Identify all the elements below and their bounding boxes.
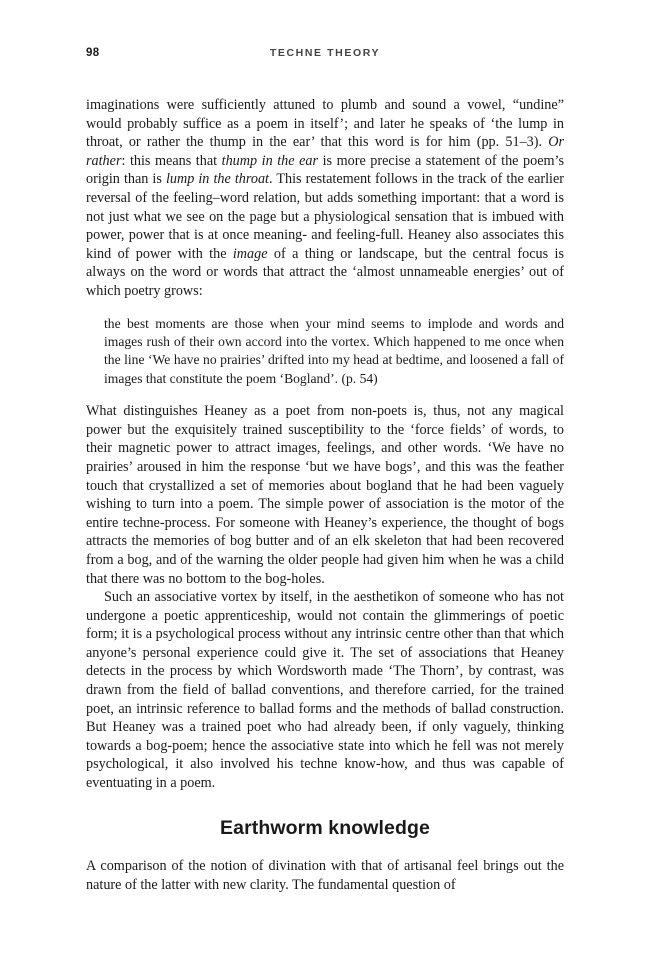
page-number: 98 [86, 47, 100, 59]
running-head: TECHNE THEORY [269, 47, 381, 59]
italic-text: thump in the ear [221, 152, 319, 169]
text-run: : this means that [121, 152, 222, 169]
text-run: imaginations were sufficiently attuned to plumb and sound a vowel, “undine” would probably suffice as a poem in itself’; and later he speaks of ‘the lump in throat, or rather the thump in the ear’ that this word is for him (pp. 51–3). [86, 97, 564, 151]
italic-text: lump in the throat [165, 171, 269, 188]
italic-text: Or rather [86, 134, 564, 169]
paragraph: Such an associative vortex by itself, in the aesthetikon of someone who has not undergone a poetic apprenticeship, would not contain the glimmerings of poetic form; it is a psychological process without any intrinsic centre other than that which anyone’s personal experience could give it. The set of associations that Heaney detects in the process by which Wordsworth made ‘The Thorn’, by contrast, was drawn from the field of ballad conventions, and therefore carried, for the trained poet, an intrinsic reference to ballad forms and the methods of ballad construction. But Heaney was a trained poet who had already been, if only vaguely, thinking towards a bog-poem; hence the associative state into which he fell was not merely psychological, it also involved his techne know-how, and thus was capable of eventuating in a poem. [86, 589, 564, 792]
text-run: of a thing or landscape, but the central focus is always on the word or words that attract the ‘almost unnameable energies’ out of which poetry grows: [86, 245, 564, 299]
body-text [86, 96, 564, 894]
text-run: is more precise a statement of the poem’s origin than is [86, 152, 564, 188]
paragraph: A comparison of the notion of divination with that of artisanal feel brings out the nature of the latter with new clarity. The fundamental question of [86, 858, 564, 893]
text-run: . This restatement follows in the track of the earlier reversal of the feeling–word relation, but adds something important: that a word is not just what we see on the page but a physiological sensation that is imbued with power, power that is at once meaning- and feeling-full. Heaney also associates this kind of power with the [86, 171, 565, 262]
section-heading: Earthworm knowledge [220, 816, 430, 839]
paragraph: What distinguishes Heaney as a poet from non-poets is, thus, not any magical power but the exquisitely trained susceptibility to the ‘force fields’ of words, to their magnetic power to attract images, feelings, and other words. ‘We have no prairies’ aroused in him the response ‘but we have bogs’, and this was the feather touch that crystallized a set of memories about bogland that he had been vaguely wishing to turn into a poem. The simple power of association is the motor of the entire techne-process. For someone with Heaney’s experience, the thought of bogs attracts the memories of bog butter and of an elk skeleton that had been recovered from a bog, and of the warning the older people had given him when he was a child that there was no bottom to the bog-holes. [86, 403, 564, 587]
italic-text: image [232, 245, 268, 262]
paragraph [86, 96, 564, 301]
page-header [86, 47, 564, 67]
block-quotation: the best moments are those when your mind seems to implode and words and images rush of their own accord into the vortex. Which happened to me once when the line ‘We have no prairies’ drifted into my head at bedtime, and loosened a fall of images that constitute the poem ‘Bogland’. (p. 54) [104, 315, 564, 386]
